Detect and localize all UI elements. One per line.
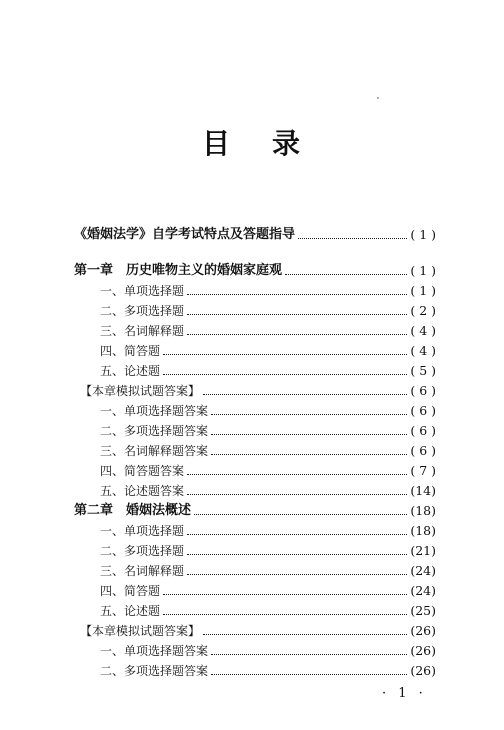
page-number: · 1 · [382, 686, 427, 701]
toc-entry-page: ( 7 ) [410, 463, 436, 478]
toc-entry-label: 五、论述题 [100, 604, 161, 618]
toc-entry[interactable] [74, 282, 436, 300]
dot-leader [187, 553, 407, 555]
toc-entry[interactable] [74, 482, 436, 500]
toc-entry[interactable] [74, 422, 436, 440]
dot-leader [203, 393, 407, 395]
toc-entry[interactable] [74, 562, 436, 580]
toc-entry-label: 一、单项选择题答案 [100, 644, 209, 658]
toc-entry-label: 二、多项选择题 [100, 304, 185, 318]
toc-entry-label: 《婚姻法学》自学考试特点及答题指导 [74, 227, 296, 242]
toc-entry-page: (24) [410, 583, 436, 598]
toc-entry[interactable] [74, 442, 436, 460]
dot-leader [187, 473, 407, 475]
toc-entry-preface[interactable] [74, 226, 436, 244]
toc-entry[interactable] [74, 342, 436, 360]
dot-leader [187, 313, 407, 315]
toc-entry[interactable] [74, 582, 436, 600]
toc-entry[interactable] [74, 642, 436, 660]
title-char-1: 目 [201, 127, 232, 160]
toc-entry-chapter-1[interactable] [74, 262, 436, 280]
toc-entry-page: (25) [410, 603, 436, 618]
dot-leader [187, 293, 407, 295]
toc-entry-label: 一、单项选择题 [100, 284, 185, 298]
toc-entry-label: 【本章模拟试题答案】 [80, 624, 201, 638]
toc-entry[interactable] [74, 662, 436, 680]
dot-leader [163, 613, 407, 615]
toc-entry-label: 【本章模拟试题答案】 [80, 384, 201, 398]
toc-entry[interactable] [74, 302, 436, 320]
toc-entry[interactable] [74, 362, 436, 380]
toc-entry-page: ( 1 ) [410, 263, 436, 278]
dot-leader [187, 573, 407, 575]
toc-entry-label: 三、名词解释题 [100, 324, 185, 338]
dot-leader [285, 273, 407, 275]
toc-entry-page: (18) [410, 503, 436, 518]
toc-entry-page: (18) [410, 523, 436, 538]
page-title [0, 122, 504, 162]
dot-leader [211, 653, 407, 655]
title-char-2: 录 [272, 127, 303, 160]
toc-entry-label: 三、名词解释题答案 [100, 444, 209, 458]
dot-leader [187, 493, 407, 495]
dot-leader [211, 433, 407, 435]
toc-entry-page: ( 5 ) [410, 363, 436, 378]
dot-leader [163, 373, 407, 375]
toc-entry-page: ( 2 ) [410, 303, 436, 318]
toc-entry-label: 四、简答题 [100, 584, 161, 598]
toc-entry-page: ( 6 ) [410, 403, 436, 418]
toc-entry-page: ( 6 ) [410, 383, 436, 398]
toc-entry[interactable] [74, 402, 436, 420]
dot-leader [298, 237, 407, 239]
toc-entry-page: ( 4 ) [410, 343, 436, 358]
toc-entry-page: (14) [410, 483, 436, 498]
toc-entry-label: 五、论述题答案 [100, 484, 185, 498]
toc-entry[interactable] [74, 322, 436, 340]
toc-entry[interactable] [74, 542, 436, 560]
toc-entry-label: 第一章 历史唯物主义的婚姻家庭观 [74, 263, 283, 278]
dot-leader [203, 633, 407, 635]
toc-entry-answers-heading[interactable] [74, 622, 436, 640]
dot-leader [187, 333, 407, 335]
toc-entry-page: (26) [410, 643, 436, 658]
toc-entry-label: 一、单项选择题答案 [100, 404, 209, 418]
toc-entry[interactable] [74, 602, 436, 620]
dot-leader [211, 673, 407, 675]
toc-entry-label: 一、单项选择题 [100, 524, 185, 538]
scan-speck [377, 97, 379, 99]
toc-entry-chapter-2[interactable] [74, 502, 436, 520]
toc-entry-page: ( 1 ) [410, 283, 436, 298]
toc-entry-label: 四、简答题答案 [100, 464, 185, 478]
toc-entry-answers-heading[interactable] [74, 382, 436, 400]
toc-entry-page: ( 1 ) [410, 227, 436, 242]
toc-entry[interactable] [74, 522, 436, 540]
toc-entry-page: (24) [410, 563, 436, 578]
toc-entry-label: 二、多项选择题 [100, 544, 185, 558]
toc-entry-page: ( 4 ) [410, 323, 436, 338]
dot-leader [163, 593, 407, 595]
toc-entry-label: 二、多项选择题答案 [100, 424, 209, 438]
dot-leader [194, 513, 407, 515]
toc-entry[interactable] [74, 462, 436, 480]
dot-leader [211, 413, 407, 415]
toc-entry-label: 二、多项选择题答案 [100, 664, 209, 678]
dot-leader [163, 353, 407, 355]
toc-entry-page: (26) [410, 663, 436, 678]
toc-entry-page: (21) [410, 543, 436, 558]
dot-leader [187, 533, 407, 535]
toc-entry-page: ( 6 ) [410, 423, 436, 438]
toc-entry-label: 三、名词解释题 [100, 564, 185, 578]
toc-entry-page: ( 6 ) [410, 443, 436, 458]
toc-entry-page: (26) [410, 623, 436, 638]
toc-entry-label: 五、论述题 [100, 364, 161, 378]
toc-entry-label: 第二章 婚姻法概述 [74, 503, 192, 518]
dot-leader [211, 453, 407, 455]
toc-entry-label: 四、简答题 [100, 344, 161, 358]
